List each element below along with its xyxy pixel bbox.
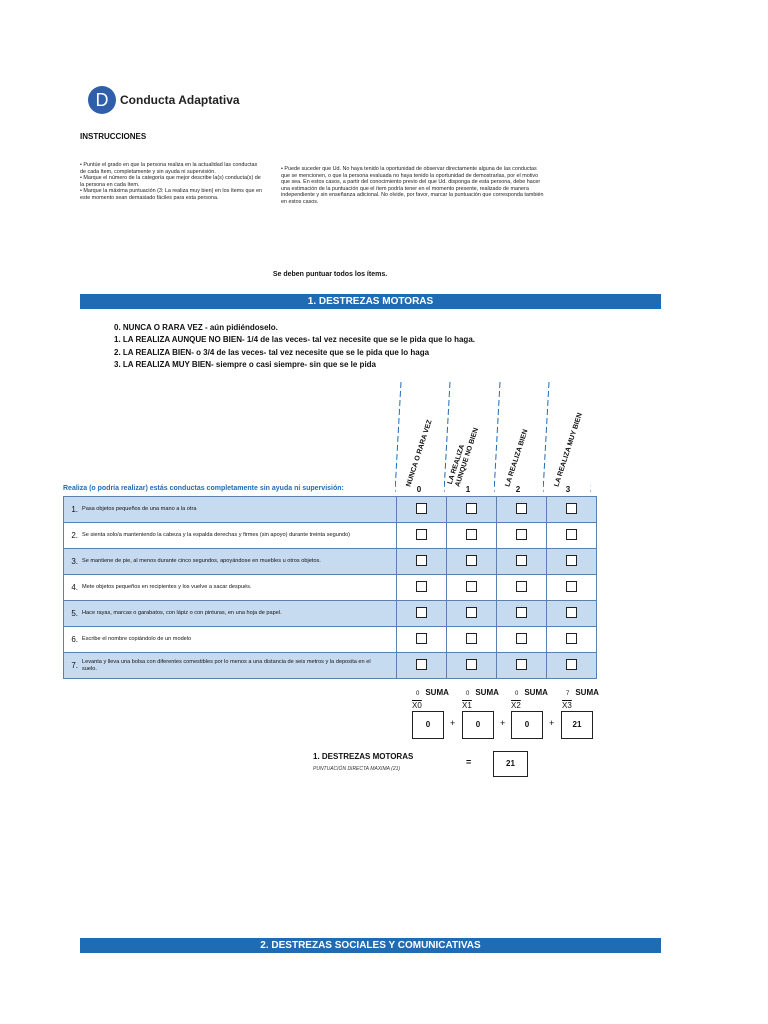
- item-cell: [64, 601, 397, 627]
- instruction-line: • Puntúe el grado en que la persona realiza en la actualidad las conductas de cada ítem, completamente y sin ayuda ni supervisión.: [80, 162, 258, 175]
- logo-badge: D: [88, 86, 116, 114]
- sum-word: SUMA: [475, 688, 499, 697]
- sum-word: SUMA: [524, 688, 548, 697]
- legend-item: 2. LA REALIZA BIEN- o 3/4 de las veces- tal vez necesite que se le pida que lo haga: [114, 347, 430, 357]
- plus-sign: +: [549, 718, 555, 728]
- score-checkbox-3[interactable]: [566, 659, 577, 670]
- item-text: Escribe el nombre copiándolo de un modelo: [82, 635, 192, 642]
- column-header-2: [494, 382, 542, 492]
- score-legend: [114, 322, 475, 371]
- column-header-label: NUNCA O RARA VEZ: [405, 419, 434, 488]
- column-number-0: 0: [416, 485, 422, 494]
- instructions-title: INSTRUCCIONES: [80, 132, 147, 141]
- score-checkbox-3[interactable]: [566, 633, 577, 644]
- score-checkbox-3[interactable]: [566, 503, 577, 514]
- item-number: 2.: [71, 530, 78, 540]
- dashed-slash-lines: [543, 382, 591, 492]
- score-checkbox-1[interactable]: [466, 633, 477, 644]
- column-number-1: 1: [465, 485, 471, 494]
- score-checkbox-1[interactable]: [466, 555, 477, 566]
- instructions-right: • Puede suceder que Ud. No haya tenido la oportunidad de observar directamente alguna de las conductas que se mencionen, o que la persona evaluada no haya tenido la oportunidad de demostrarlas, por el motivo que sea. En estos casos, a partir del conocimiento previo del que Ud. disponga de esta persona, debe hacer una estimación de la puntuación que el ítem podría tener en el momento presente, realizado de manera independiente y sin enseñanza adicional. No olvide, por favor, marcar la puntuación que corresponda también en estos casos.: [281, 166, 544, 205]
- item-text: Hace rayas, marcas o garabatos, con lápiz o con pinturas, en una hoja de papel.: [82, 609, 282, 616]
- item-text: Mete objetos pequeños en recipientes y los vuelve a sacar después.: [82, 583, 252, 590]
- sum-label-0: [416, 688, 449, 697]
- item-cell: [64, 627, 397, 653]
- item-cell: [64, 549, 397, 575]
- item-cell: [64, 497, 397, 523]
- score-checkbox-2[interactable]: [516, 555, 527, 566]
- instructions-left: [80, 162, 264, 202]
- score-checkbox-2[interactable]: [516, 607, 527, 618]
- result-subtitle: PUNTUACIÓN DIRECTA MAXIMA (21): [313, 766, 401, 772]
- sum-word: SUMA: [425, 688, 449, 697]
- item-cell: [64, 575, 397, 601]
- score-checkbox-0[interactable]: [416, 503, 427, 514]
- table-row: [64, 497, 597, 523]
- column-number-3: 3: [565, 485, 571, 494]
- score-checkbox-2[interactable]: [516, 633, 527, 644]
- plus-sign: +: [450, 718, 456, 728]
- item-text: Pasa objetos pequeños de una mano a la otra: [82, 505, 197, 512]
- score-checkbox-0[interactable]: [416, 607, 427, 618]
- column-header-1: [444, 382, 492, 492]
- table-row: [64, 601, 597, 627]
- column-number-2: 2: [515, 485, 521, 494]
- score-checkbox-3[interactable]: [566, 607, 577, 618]
- item-number: 3.: [71, 556, 78, 566]
- x-label-1: X1: [462, 701, 472, 710]
- item-number: 1.: [71, 504, 78, 514]
- instruction-line: • Marque la máxima puntuación (3: La realiza muy bien) en los ítems que en este momento sean demasiado fáciles para esta persona.: [80, 188, 262, 201]
- column-header-label: LA REALIZA MUY BIEN: [553, 412, 584, 488]
- equals-sign: =: [466, 757, 472, 767]
- legend-item: 0. NUNCA O RARA VEZ - aún pidiéndoselo.: [114, 323, 278, 332]
- column-header-label: LA REALIZA BIEN: [504, 428, 530, 488]
- legend-item: 3. LA REALIZA MUY BIEN- siempre o casi siempre- sin que se le pida: [114, 359, 376, 369]
- sum-label-1: [466, 688, 499, 697]
- table-row: [64, 575, 597, 601]
- section-title-sociales: 2. DESTREZAS SOCIALES Y COMUNICATIVAS: [80, 938, 661, 953]
- score-checkbox-1[interactable]: [466, 503, 477, 514]
- score-checkbox-2[interactable]: [516, 529, 527, 540]
- item-number: 7.: [71, 661, 78, 670]
- score-checkbox-0[interactable]: [416, 659, 427, 670]
- score-checkbox-1[interactable]: [466, 659, 477, 670]
- table-row: [64, 653, 597, 679]
- sum-box-1: 0: [462, 711, 494, 739]
- sum-count: 0: [416, 691, 420, 697]
- item-number: 5.: [71, 608, 78, 618]
- dashed-slash-lines: [494, 382, 542, 492]
- score-checkbox-0[interactable]: [416, 633, 427, 644]
- table-row: [64, 523, 597, 549]
- score-checkbox-1[interactable]: [466, 529, 477, 540]
- score-checkbox-3[interactable]: [566, 581, 577, 592]
- sum-box-0: 0: [412, 711, 444, 739]
- item-cell: [64, 523, 397, 549]
- sum-label-2: [515, 688, 548, 697]
- sum-box-3: 21: [561, 711, 593, 739]
- sum-box-2: 0: [511, 711, 543, 739]
- item-text: Levanta y lleva una bolsa con diferentes comestibles por lo menos a una distancia de seis metros y la deposita en el suelo.: [82, 658, 371, 672]
- item-text: Se mantiene de pie, al menos durante cinco segundos, apoyándose en muebles u otros objetos.: [82, 557, 321, 564]
- sum-label-3: [566, 688, 599, 697]
- logo-title: Conducta Adaptativa: [120, 93, 240, 107]
- score-checkbox-2[interactable]: [516, 581, 527, 592]
- score-checkbox-0[interactable]: [416, 581, 427, 592]
- x-label-3: X3: [562, 701, 572, 710]
- items-prompt: Realiza (o podría realizar) estás conductas completamente sin ayuda ni supervisión:: [63, 485, 344, 492]
- x-label-0: X0: [412, 701, 422, 710]
- items-table: [63, 496, 597, 679]
- score-checkbox-2[interactable]: [516, 659, 527, 670]
- item-number: 4.: [71, 582, 78, 592]
- sum-count: 0: [466, 691, 470, 697]
- score-checkbox-2[interactable]: [516, 503, 527, 514]
- column-header-0: [395, 382, 443, 492]
- item-cell: [64, 653, 397, 679]
- score-checkbox-3[interactable]: [566, 529, 577, 540]
- column-header-label: LA REALIZA AUNQUE NO BIEN: [446, 427, 481, 488]
- section-title-motoras: 1. DESTREZAS MOTORAS: [80, 294, 661, 309]
- table-row: [64, 549, 597, 575]
- column-header-3: [543, 382, 591, 492]
- item-text: Se sienta solo/a manteniendo la cabeza y la espalda derechas y firmes (sin apoyo) durante treinta segundo): [82, 531, 351, 538]
- item-number: 6.: [71, 634, 78, 644]
- score-checkbox-0[interactable]: [416, 529, 427, 540]
- score-checkbox-0[interactable]: [416, 555, 427, 566]
- plus-sign: +: [500, 718, 506, 728]
- legend-item: 1. LA REALIZA AUNQUE NO BIEN- 1/4 de las veces- tal vez necesite que se le pida que lo haga.: [114, 335, 475, 345]
- result-title: 1. DESTREZAS MOTORAS: [313, 752, 414, 761]
- dashed-slash-lines: [395, 382, 443, 492]
- sum-word: SUMA: [575, 688, 599, 697]
- score-checkbox-1[interactable]: [466, 581, 477, 592]
- sum-count: 7: [566, 691, 570, 697]
- instruction-line: • Marque el número de la categoría que mejor describe la(s) conducta(s) de la persona en cada ítem.: [80, 175, 261, 188]
- table-row: [64, 627, 597, 653]
- score-checkbox-3[interactable]: [566, 555, 577, 566]
- score-checkbox-1[interactable]: [466, 607, 477, 618]
- must-score-note: Se deben puntuar todos los ítems.: [272, 271, 388, 278]
- x-label-2: X2: [511, 701, 521, 710]
- sum-count: 0: [515, 691, 519, 697]
- result-box: 21: [493, 751, 528, 777]
